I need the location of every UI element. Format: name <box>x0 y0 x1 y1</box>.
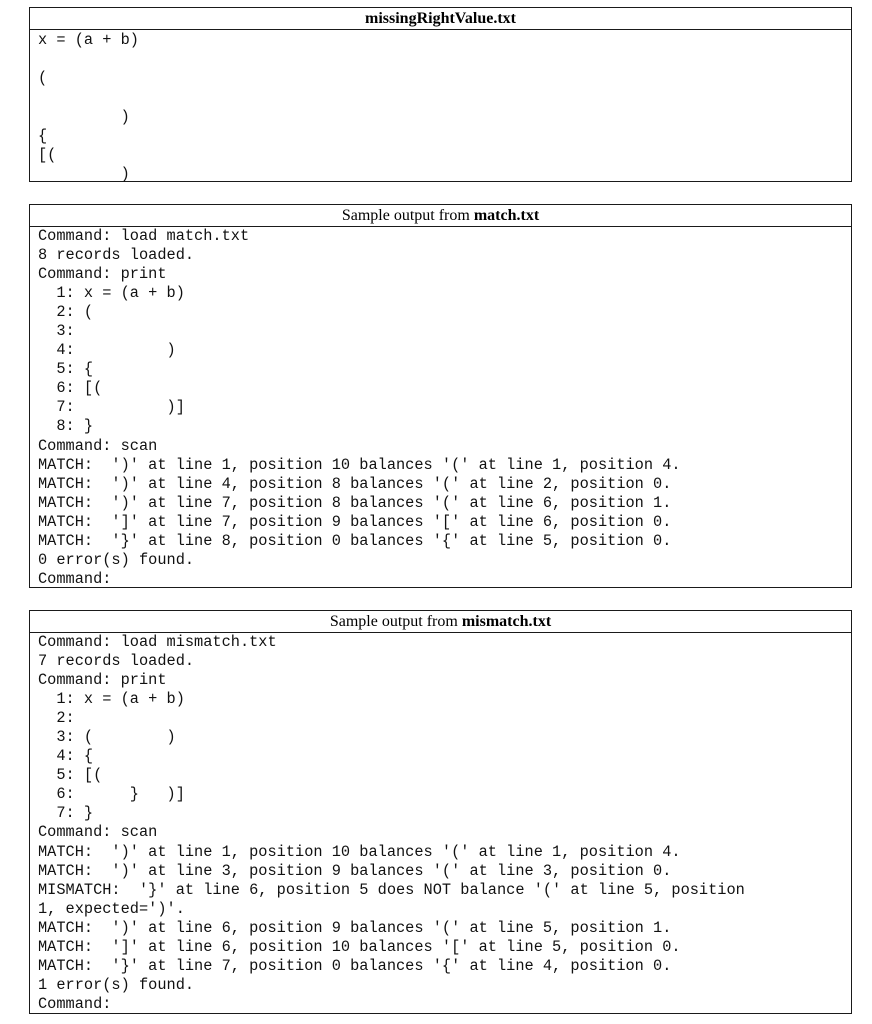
output-line: MATCH: ']' at line 6, position 10 balances '[' at line 5, position 0. <box>38 937 681 956</box>
output-line: 8 records loaded. <box>38 246 195 265</box>
output-line: MATCH: '}' at line 7, position 0 balances '{' at line 4, position 0. <box>38 956 672 975</box>
output-line: MATCH: ']' at line 7, position 9 balances '[' at line 6, position 0. <box>38 512 672 531</box>
output-line: Command: <box>38 569 112 588</box>
output-line: Command: print <box>38 265 167 284</box>
output-line: Command: scan <box>38 436 158 455</box>
output-line: MATCH: ')' at line 7, position 8 balances '(' at line 6, position 1. <box>38 493 672 512</box>
output-line: Command: load match.txt <box>38 227 250 245</box>
output-line: 2: <box>38 709 75 728</box>
output-line: [( <box>38 146 57 165</box>
output-line: MATCH: ')' at line 3, position 9 balances '(' at line 3, position 0. <box>38 861 672 880</box>
output-line: 3: <box>38 322 75 341</box>
output-line: 3: ( ) <box>38 728 176 747</box>
output-line: MATCH: '}' at line 8, position 0 balances '{' at line 5, position 0. <box>38 531 672 550</box>
output-line: x = (a + b) <box>38 31 139 49</box>
output-line: 4: ) <box>38 341 176 360</box>
output-line: ( <box>38 69 48 88</box>
output-line: ) <box>38 107 130 126</box>
output-line: 6: [( <box>38 379 103 398</box>
panel-title <box>30 205 851 227</box>
panel-title <box>30 8 851 30</box>
output-line: 5: { <box>38 360 94 379</box>
console-output <box>30 227 851 589</box>
output-line <box>38 89 851 108</box>
mismatch-output-panel <box>29 610 852 1014</box>
output-line: 6: } )] <box>38 785 185 804</box>
output-line: 1: x = (a + b) <box>38 690 185 709</box>
output-line: 7: )] <box>38 398 185 417</box>
output-line <box>38 50 851 69</box>
panel-title-prefix: Sample output from <box>329 613 462 630</box>
output-line: 1 error(s) found. <box>38 975 195 994</box>
missing-right-value-panel <box>29 7 852 182</box>
output-line: ) <box>38 165 130 184</box>
output-line: MATCH: ')' at line 4, position 8 balances '(' at line 2, position 0. <box>38 474 672 493</box>
output-line: 5: [( <box>38 766 103 785</box>
output-line: Command: load mismatch.txt <box>38 633 277 651</box>
output-line: 2: ( <box>38 303 94 322</box>
panel-title-file: missingRightValue.txt <box>365 10 516 27</box>
console-listing <box>38 633 851 1014</box>
output-line: 7 records loaded. <box>38 652 195 671</box>
output-line: MISMATCH: '}' at line 6, position 5 does NOT balance '(' at line 5, position <box>38 880 745 899</box>
panel-title-prefix: Sample output from <box>341 207 474 224</box>
output-line: 1: x = (a + b) <box>38 284 185 303</box>
output-line: 4: { <box>38 747 94 766</box>
console-listing <box>38 227 851 589</box>
output-line: Command: <box>38 994 112 1013</box>
console-output <box>30 633 851 1014</box>
output-line: MATCH: ')' at line 1, position 10 balances '(' at line 1, position 4. <box>38 842 681 861</box>
output-line: MATCH: ')' at line 1, position 10 balances '(' at line 1, position 4. <box>38 455 681 474</box>
output-line: 8: } <box>38 417 94 436</box>
output-line: 7: } <box>38 804 94 823</box>
output-line: 1, expected=')'. <box>38 899 185 918</box>
panel-title <box>30 611 851 633</box>
output-line: MATCH: ')' at line 6, position 9 balances '(' at line 5, position 1. <box>38 918 672 937</box>
code-listing <box>38 31 851 185</box>
panel-title-file: match.txt <box>473 207 540 224</box>
output-line: Command: scan <box>38 823 158 842</box>
panel-title-file: mismatch.txt <box>461 613 552 630</box>
match-output-panel <box>29 204 852 588</box>
output-line: { <box>38 127 48 146</box>
file-contents <box>30 30 851 185</box>
output-line: 0 error(s) found. <box>38 550 195 569</box>
output-line: Command: print <box>38 671 167 690</box>
